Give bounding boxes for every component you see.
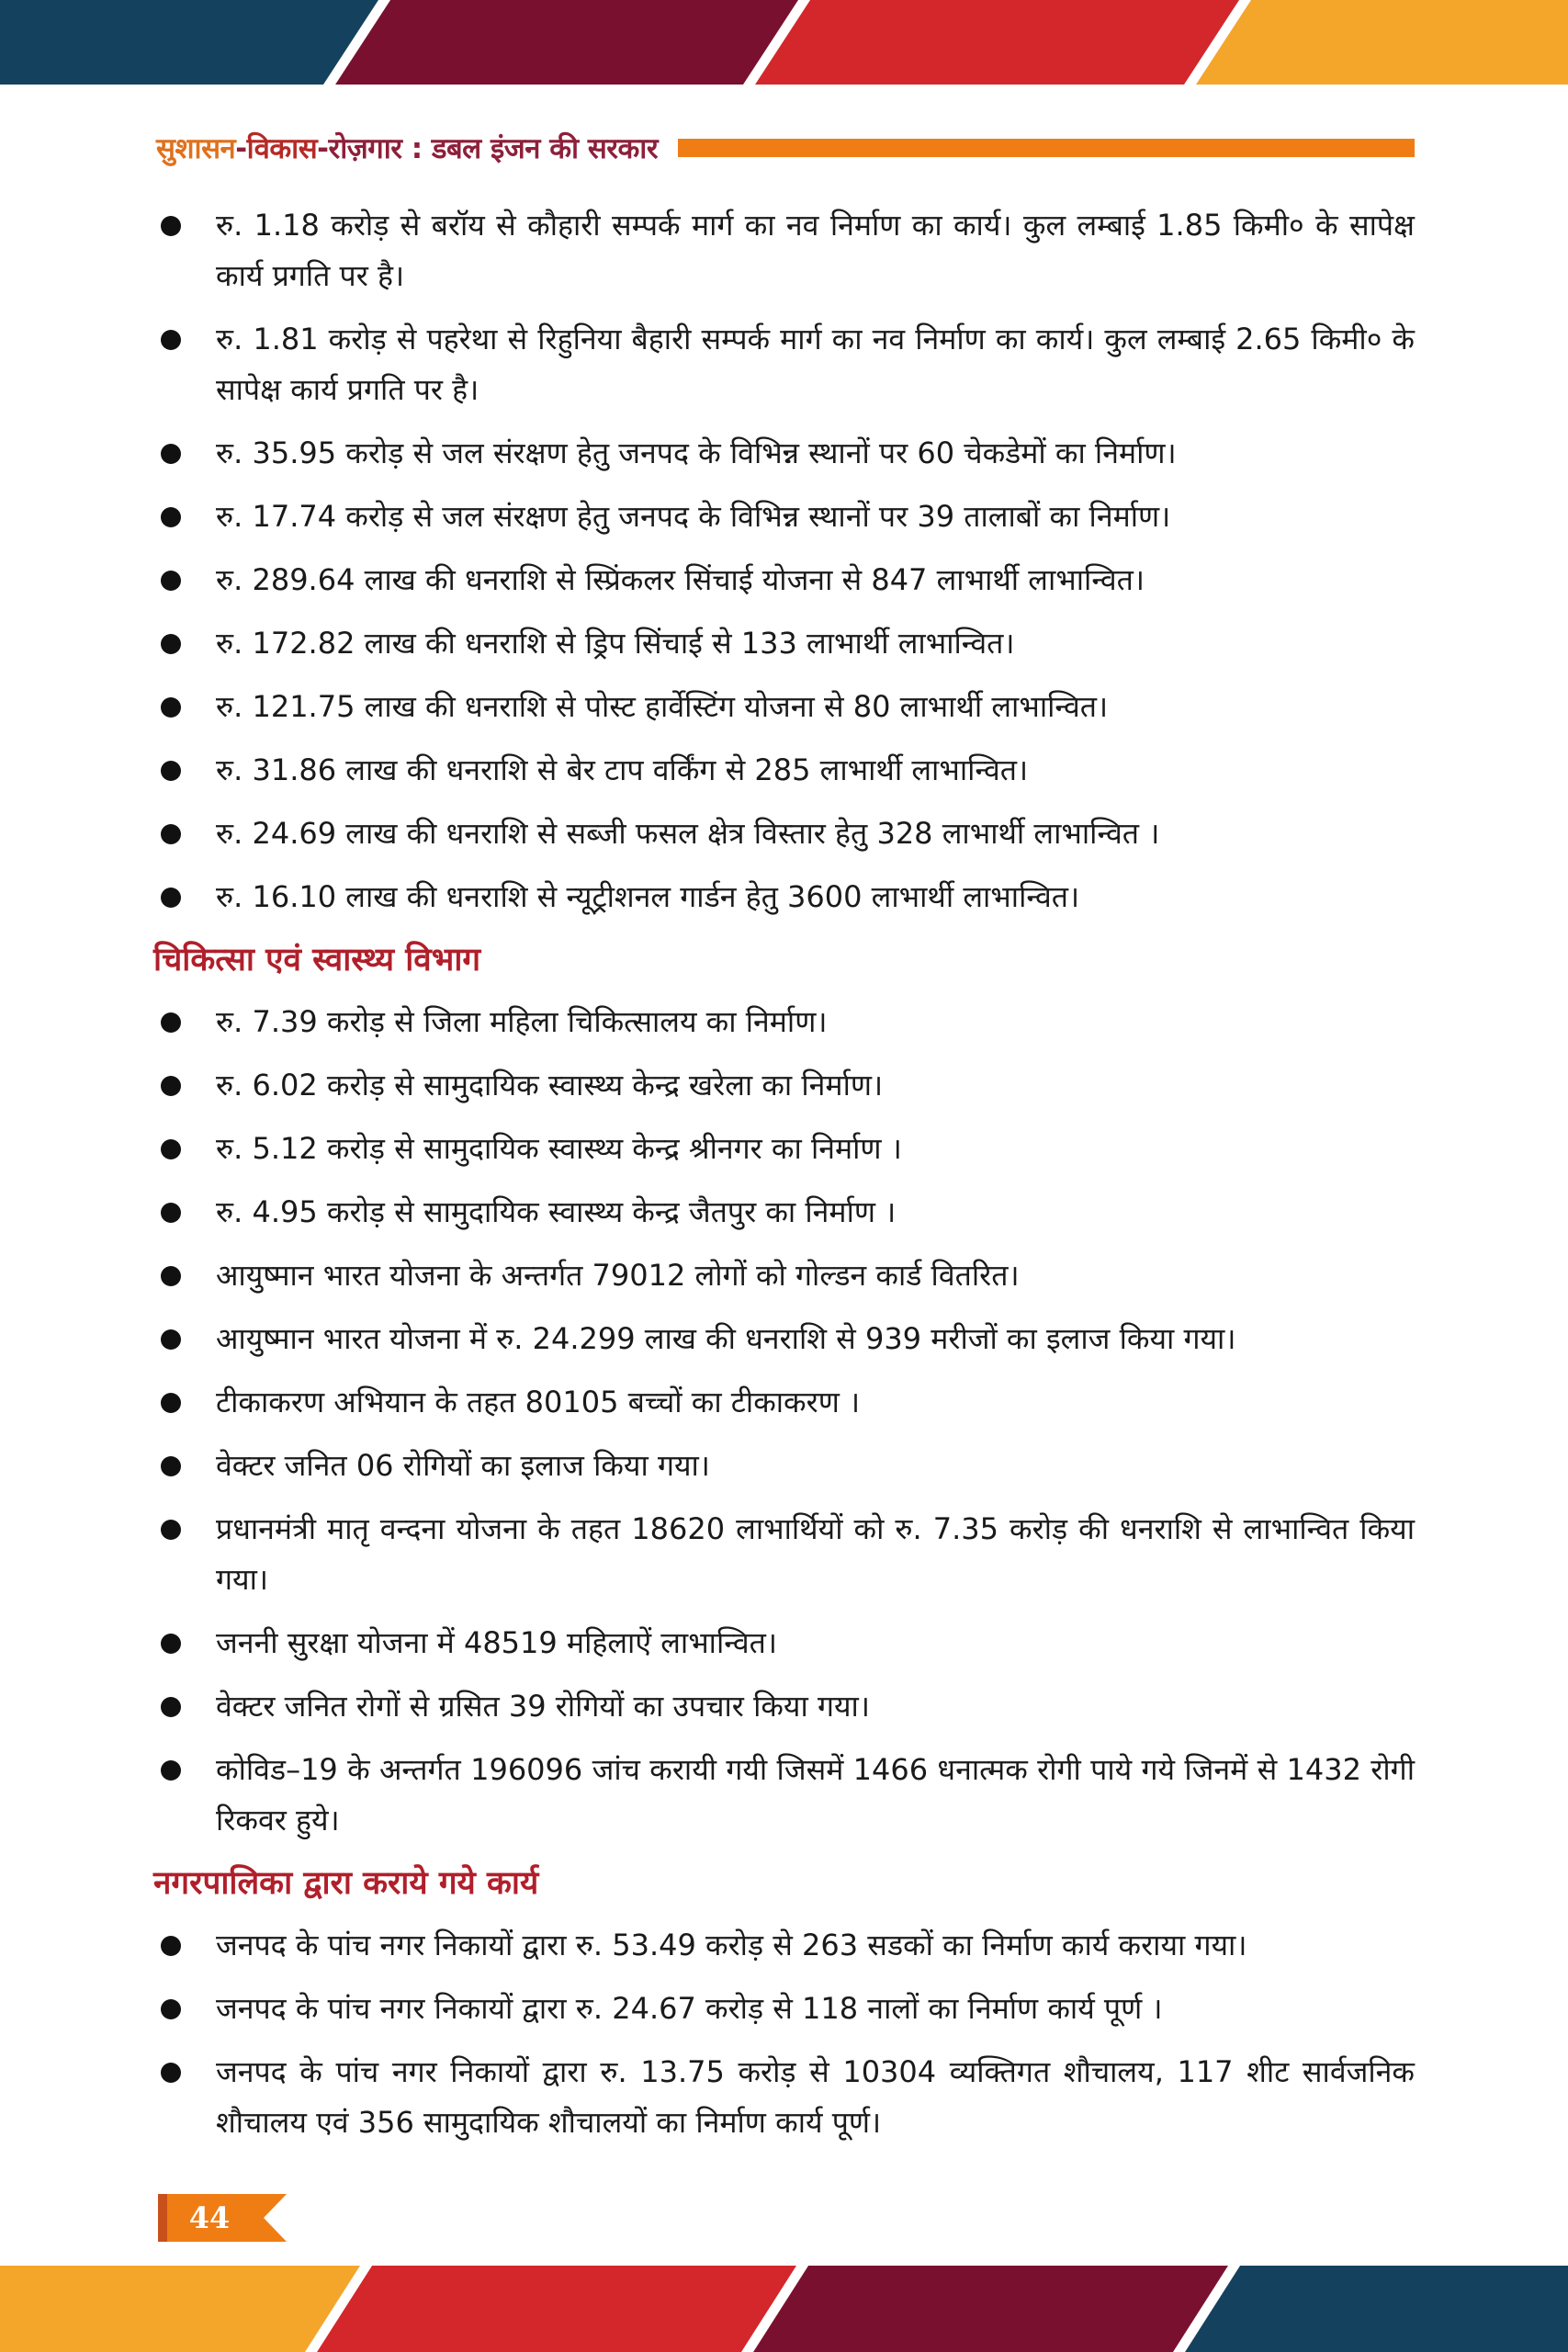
header-title-sep-1: -: [235, 132, 247, 165]
header-title-part-2: विकास: [246, 132, 318, 165]
list-item: जनपद के पांच नगर निकायों द्वारा रु. 53.49 करोड़ से 263 सडकों का निर्माण कार्य कराया गया।: [152, 1920, 1415, 1971]
header-title: [156, 129, 658, 167]
list-item: आयुष्मान भारत योजना में रु. 24.299 लाख की धनराशि से 939 मरीजों का इलाज किया गया।: [152, 1314, 1415, 1364]
list-item: प्रधानमंत्री मातृ वन्दना योजना के तहत 18620 लाभार्थियों को रु. 7.35 करोड़ की धनराशि से लाभान्वित किया गया।: [152, 1504, 1415, 1605]
list-item: रु. 16.10 लाख की धनराशि से न्यूट्रीशनल गार्डन हेतु 3600 लाभार्थी लाभान्वित।: [152, 872, 1415, 922]
header-rule: [678, 139, 1415, 157]
list-item: वेक्टर जनित 06 रोगियों का इलाज किया गया।: [152, 1441, 1415, 1491]
page-header: [156, 125, 1415, 171]
page-number: 44: [188, 2200, 231, 2235]
list-item: जनपद के पांच नगर निकायों द्वारा रु. 24.67 करोड़ से 118 नालों का निर्माण कार्य पूर्ण ।: [152, 1984, 1415, 2034]
list-item: वेक्टर जनित रोगों से ग्रसित 39 रोगियों का उपचार किया गया।: [152, 1681, 1415, 1732]
page-number-tab: [158, 2194, 287, 2242]
list-item: रु. 31.86 लाख की धनराशि से बेर टाप वर्किंग से 285 लाभार्थी लाभान्वित।: [152, 745, 1415, 796]
list-item: रु. 5.12 करोड़ से सामुदायिक स्वास्थ्य केन्द्र श्रीनगर का निर्माण ।: [152, 1124, 1415, 1174]
header-title-part-1: सुशासन: [156, 132, 236, 165]
bottom-decorative-band: [0, 2266, 1568, 2352]
list-item: रु. 121.75 लाख की धनराशि से पोस्ट हार्वेस्टिंग योजना से 80 लाभार्थी लाभान्वित।: [152, 682, 1415, 732]
header-title-part-3: रोज़गार : डबल इंजन की सरकार: [328, 132, 658, 165]
list-item: रु. 4.95 करोड़ से सामुदायिक स्वास्थ्य केन्द्र जैतपुर का निर्माण ।: [152, 1187, 1415, 1238]
list-item: रु. 35.95 करोड़ से जल संरक्षण हेतु जनपद के विभिन्न स्थानों पर 60 चेकडेमों का निर्माण।: [152, 428, 1415, 479]
list-item: टीकाकरण अभियान के तहत 80105 बच्चों का टीकाकरण ।: [152, 1377, 1415, 1428]
list-item: जननी सुरक्षा योजना में 48519 महिलाऐं लाभान्वित।: [152, 1618, 1415, 1668]
list-item: रु. 7.39 करोड़ से जिला महिला चिकित्सालय का निर्माण।: [152, 997, 1415, 1047]
list-item: रु. 24.69 लाख की धनराशि से सब्जी फसल क्षेत्र विस्तार हेतु 328 लाभार्थी लाभान्वित ।: [152, 808, 1415, 859]
list-item: रु. 17.74 करोड़ से जल संरक्षण हेतु जनपद के विभिन्न स्थानों पर 39 तालाबों का निर्माण।: [152, 492, 1415, 542]
list-item: रु. 1.18 करोड़ से बरॉय से कौहारी सम्पर्क मार्ग का नव निर्माण का कार्य। कुल लम्बाई 1.85 किमी० के सापेक्ष कार्य प्रगति पर है।: [152, 200, 1415, 301]
list-item: जनपद के पांच नगर निकायों द्वारा रु. 13.75 करोड़ से 10304 व्यक्तिगत शौचालय, 117 शीट सार्वजनिक शौचालय एवं 356 सामुदायिक शौचालयों का निर्माण कार्य पूर्ण।: [152, 2047, 1415, 2148]
list-item: कोविड–19 के अन्तर्गत 196096 जांच करायी गयी जिसमें 1466 धनात्मक रोगी पाये गये जिनमें से 1432 रोगी रिकवर हुये।: [152, 1745, 1415, 1846]
section-heading-health: चिकित्सा एवं स्वास्थ्य विभाग: [153, 942, 481, 978]
list-item: रु. 172.82 लाख की धनराशि से ड्रिप सिंचाई से 133 लाभार्थी लाभान्वित।: [152, 618, 1415, 669]
list-item: रु. 1.81 करोड़ से पहरेथा से रिहुनिया बैहारी सम्पर्क मार्ग का नव निर्माण का कार्य। कुल लम्बाई 2.65 किमी० के सापेक्ष कार्य प्रगति पर है।: [152, 314, 1415, 415]
section-heading-municipal: नगरपालिका द्वारा कराये गये कार्य: [153, 1865, 539, 1902]
top-decorative-band: [0, 0, 1568, 85]
list-item: रु. 289.64 लाख की धनराशि से स्प्रिंकलर सिंचाई योजना से 847 लाभार्थी लाभान्वित।: [152, 555, 1415, 605]
main-content: [152, 200, 1415, 2161]
header-title-sep-2: -: [317, 132, 329, 165]
list-item: आयुष्मान भारत योजना के अन्तर्गत 79012 लोगों को गोल्डन कार्ड वितरित।: [152, 1250, 1415, 1301]
list-item: रु. 6.02 करोड़ से सामुदायिक स्वास्थ्य केन्द्र खरेला का निर्माण।: [152, 1060, 1415, 1111]
